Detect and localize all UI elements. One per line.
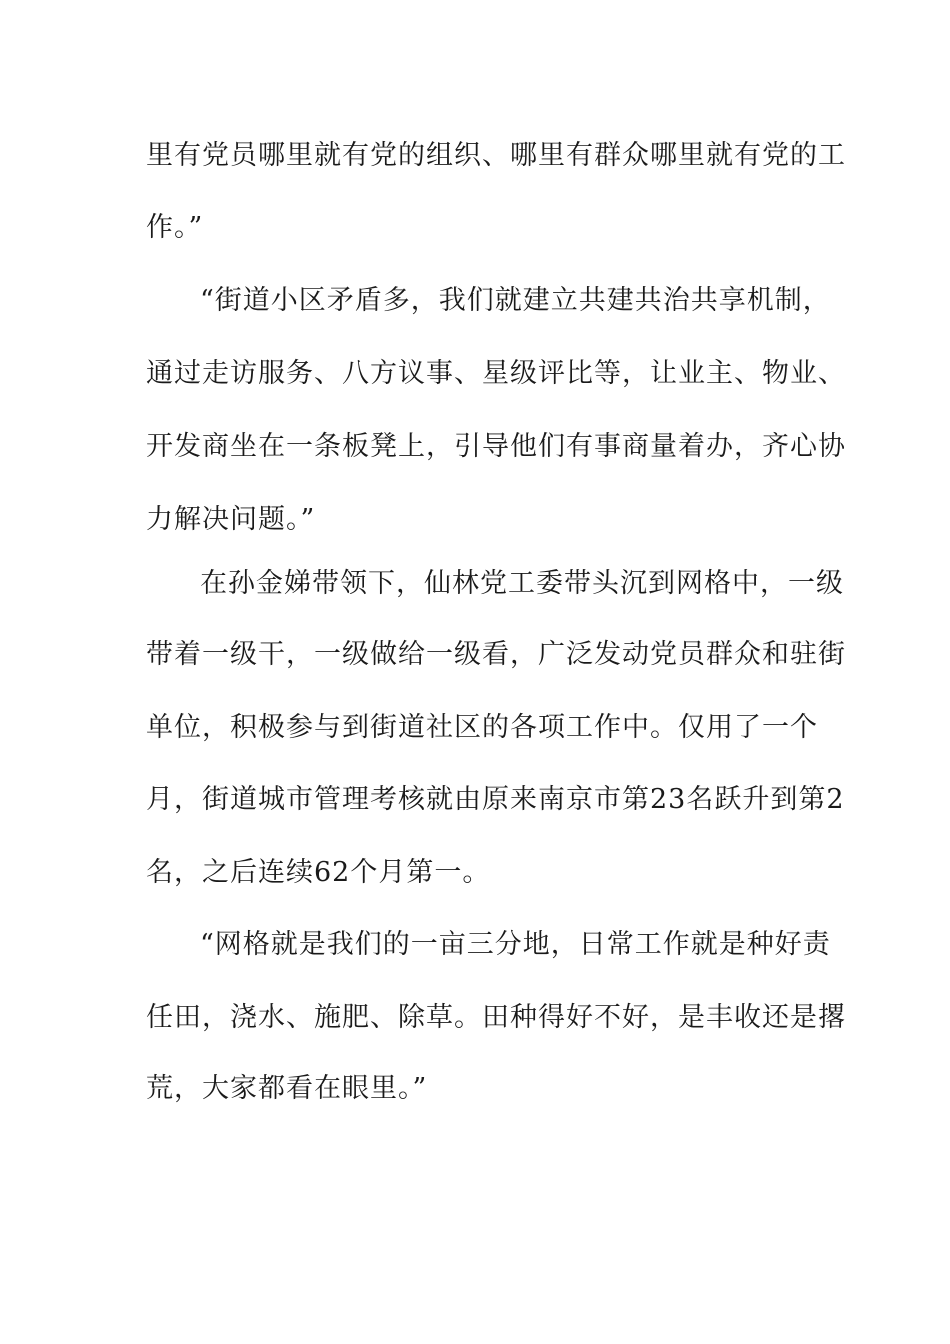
text-line: 单位，积极参与到街道社区的各项工作中。仅用了一个 bbox=[146, 712, 818, 743]
text-line: 荒，大家都看在眼里。” bbox=[146, 1073, 428, 1104]
text-line: 力解决问题。” bbox=[146, 504, 316, 535]
text-line: 通过走访服务、八方议事、星级评比等，让业主、物业、 bbox=[146, 358, 846, 389]
text-line: “街道小区矛盾多，我们就建立共建共治共享机制， bbox=[200, 285, 831, 316]
text-line: 任田，浇水、施肥、除草。田种得好不好，是丰收还是撂 bbox=[146, 1002, 846, 1033]
text-line: 带着一级干，一级做给一级看，广泛发动党员群众和驻街 bbox=[146, 639, 846, 670]
text-line: 名，之后连续62个月第一。 bbox=[146, 857, 491, 888]
text-line: 开发商坐在一条板凳上，引导他们有事商量着办，齐心协 bbox=[146, 431, 846, 462]
text-line: “网格就是我们的一亩三分地，日常工作就是种好责 bbox=[200, 929, 831, 960]
text-line: 在孙金娣带领下，仙林党工委带头沉到网格中，一级 bbox=[200, 568, 844, 599]
text-line: 月，街道城市管理考核就由原来南京市第23名跃升到第2 bbox=[146, 784, 845, 815]
text-line: 里有党员哪里就有党的组织、哪里有群众哪里就有党的工 bbox=[146, 140, 846, 171]
text-line: 作。” bbox=[146, 212, 204, 243]
